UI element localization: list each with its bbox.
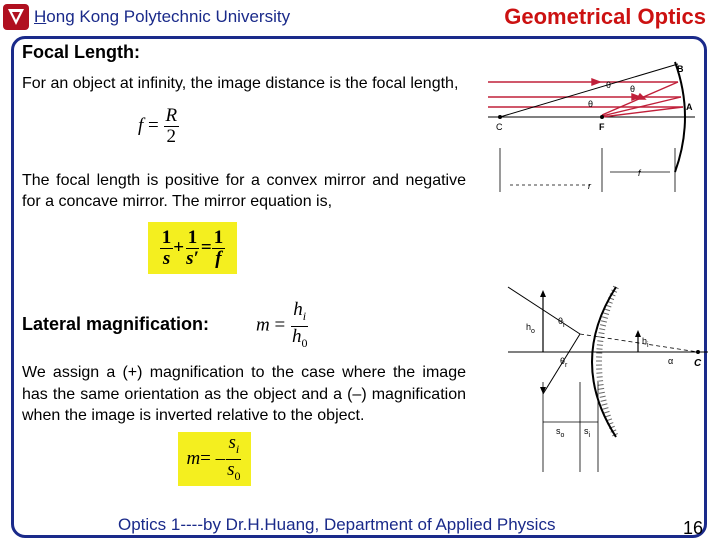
point-a-label: A: [686, 102, 693, 112]
object-height-label: $h_o$: [526, 322, 535, 335]
theta-label-2: θ: [630, 84, 636, 94]
university-logo: [2, 3, 30, 31]
magnification-sign-paragraph: We assign a (+) magnification to the case where the image has the same orientation as the object and a (–) magnification when the image is inverted relative to the object.: [22, 364, 466, 424]
course-title: Geometrical Optics: [504, 4, 706, 29]
focal-length-paragraph: For an object at infinity, the image distance is the focal length,: [22, 75, 459, 92]
reflection-angle-label: $\theta_r$: [560, 356, 568, 369]
focal-point-diagram: [480, 52, 705, 197]
image-distance-label: $s_i$: [584, 426, 591, 439]
lateral-magnification-heading: Lateral magnification:: [22, 314, 210, 334]
point-b-label: B: [677, 64, 684, 74]
image-height-label: $h_i$: [642, 336, 649, 349]
footer-credit: Optics 1----by Dr.H.Huang, Department of Applied Physics: [118, 515, 556, 534]
theta-label-1: θ: [606, 80, 612, 90]
slide-number: 16: [683, 518, 704, 538]
theta-label-3: θ: [588, 99, 594, 109]
sign-convention-paragraph: The focal length is positive for a convex mirror and negative for a concave mirror. The mirror equation is,: [22, 172, 466, 210]
radius-label: r: [588, 181, 591, 191]
point-f-label: F: [599, 122, 605, 132]
focal-length-equation: f = $\frac{R}{2}$: [138, 105, 178, 147]
normal-line: [500, 64, 678, 117]
focal-length-heading: Focal Length:: [22, 42, 140, 62]
magnification-equation: m = – $\frac{s_i}{s_0}$: [178, 432, 251, 486]
mirror-equation: $\frac{1}{s}$ + $\frac{1}{s'}$ = $\frac{1}{f}$: [148, 222, 237, 274]
center-c-label: C: [694, 358, 702, 369]
object-distance-label: $s_o$: [556, 426, 565, 439]
concave-mirror: [592, 287, 616, 437]
incidence-angle-label: $\theta_i$: [558, 316, 565, 329]
university-name: Hong Kong Polytechnic University: [34, 7, 291, 26]
point-c-label: C: [496, 122, 503, 132]
focal-length-label: f: [638, 168, 641, 178]
magnification-diagram: [498, 282, 713, 477]
alpha-label: α: [668, 356, 674, 366]
lateral-magnification-equation: m = $\frac{h_i}{h_0}$: [256, 299, 308, 350]
